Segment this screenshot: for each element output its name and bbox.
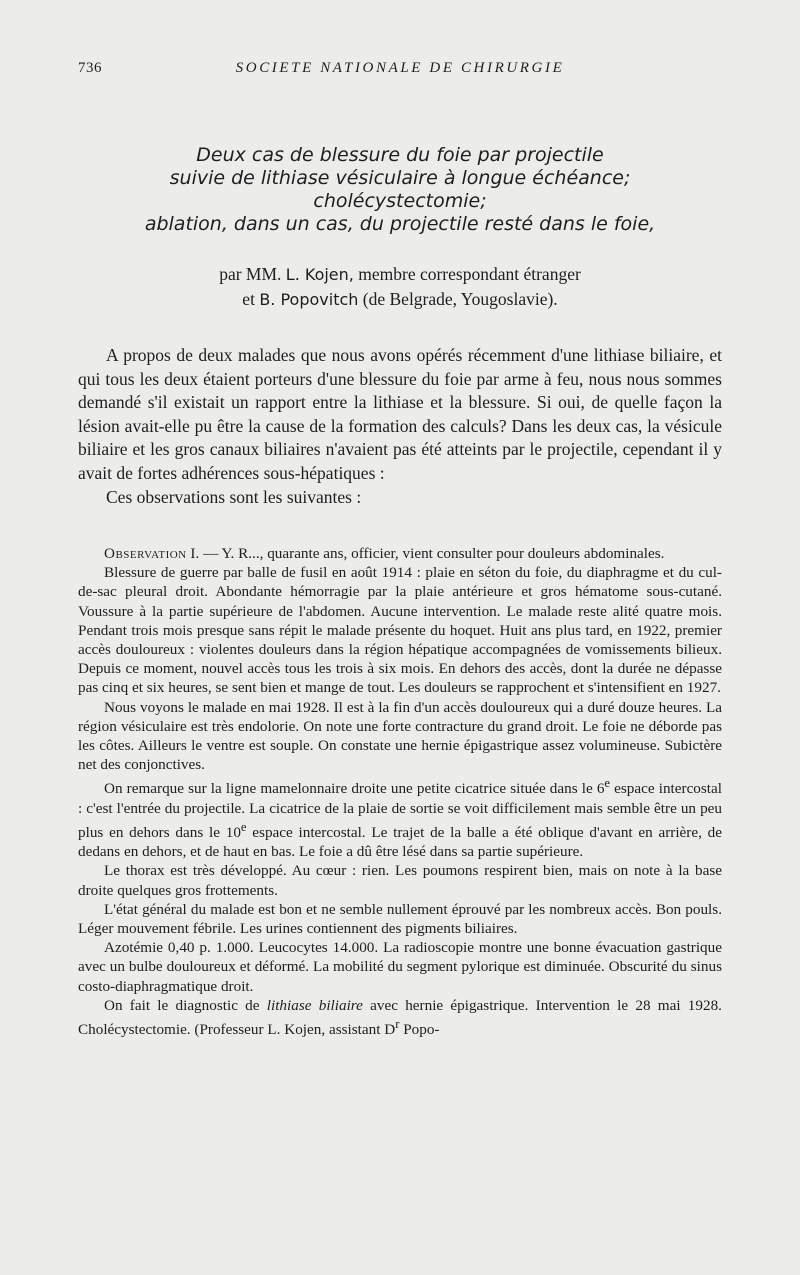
title-line: ablation, dans un cas, du projectile resté dans le foie, [144, 213, 656, 235]
article-title [100, 144, 700, 236]
page-number: 736 [78, 60, 102, 76]
byline-conjunction: et [242, 289, 255, 309]
text-run: espace intercostal : c'est l'entrée du projectile. La cicatrice de la plaie de sortie se voit difficilement mais semble être un peu plus en dehors dans le 10 [78, 780, 722, 841]
italic-term: lithiase biliaire [266, 996, 363, 1014]
author-affiliation: membre correspondant étranger [358, 264, 581, 284]
observation-paragraph: Nous voyons le malade en mai 1928. Il est à la fin d'un accès douloureux qui a duré douze heures. La région vésiculaire est très endolorie. On note une forte contracture du grand droit. Le foie ne déborde pas les côtes. Ailleurs le ventre est souple. On constate une hernie épigastrique assez volumineuse. Subictère net des conjonctives. [78, 698, 722, 774]
author-byline [100, 262, 700, 312]
journal-title: SOCIETE NATIONALE DE CHIRURGIE [235, 60, 565, 76]
byline-prefix: par MM. [219, 264, 282, 284]
observation-paragraph: Le thorax est très développé. Au cœur : rien. Les poumons respirent bien, mais on note à la base droite quelques gros frottements. [78, 862, 722, 899]
observation-label: Observation [104, 545, 187, 562]
text-run: espace intercostal. Le trajet de la balle a été oblique d'avant en arrière, de dedans en dehors, et de haut en bas. Le foie a dû être lésé dans sa partie supérieure. [78, 823, 722, 861]
running-header [78, 60, 722, 77]
author-name: L. Kojen, [285, 265, 354, 284]
superscript: e [604, 776, 611, 791]
title-line: Deux cas de blessure du foie par projectile [196, 144, 604, 166]
observation-text: I. — Y. R..., quarante ans, officier, vient consulter pour douleurs abdominales. [186, 545, 665, 562]
observation-paragraph: L'état général du malade est bon et ne semble nullement éprouvé par les nombreux accès. Bon pouls. Léger mouvement fébrile. Les urines contiennent des pigments biliaires. [78, 900, 722, 937]
author-line [100, 287, 700, 312]
observation-heading-paragraph [78, 544, 722, 563]
superscript: r [395, 1017, 400, 1031]
observation-section [78, 544, 722, 1039]
title-line: suivie de lithiase vésiculaire à longue échéance; [169, 167, 631, 189]
introduction [78, 344, 722, 509]
text-run: Popo- [399, 1021, 440, 1039]
author-affiliation: (de Belgrade, Yougoslavie). [362, 289, 558, 309]
text-run: avec hernie épigastrique. Intervention le 28 mai 1928. Cholécystectomie. (Professeur L. Kojen, assistant D [78, 996, 722, 1039]
observation-paragraph [78, 996, 722, 1039]
observation-paragraph: Azotémie 0,40 p. 1.000. Leucocytes 14.000. La radioscopie montre une bonne évacuation gastrique avec un bulbe douloureux et déformé. La mobilité du segment pylorique est diminuée. Obscurité du sinus costo-diaphragmatique droit. [78, 939, 722, 995]
author-name: B. Popovitch [259, 290, 359, 309]
intro-paragraph: A propos de deux malades que nous avons opérés récemment d'une lithiase biliaire, et qui tous les deux étaient porteurs d'une blessure du foie par arme à feu, nous nous sommes demandé s'il existait un rapport entre la lithiase et la blessure. Si oui, de quelle façon la lésion avait-elle pu être la cause de la formation des calculs? Dans les deux cas, la vésicule biliaire et les gros canaux biliaires n'avaient pas été atteints par le projectile, cependant il y avait de fortes adhérences sous-hépatiques : [78, 345, 722, 483]
author-line [100, 262, 700, 287]
observation-paragraph [78, 774, 722, 861]
text-run: On remarque sur la ligne mamelonnaire droite une petite cicatrice située dans le 6 [104, 780, 605, 798]
text-run: On fait le diagnostic de [104, 996, 267, 1014]
title-line: cholécystectomie; [313, 190, 487, 212]
intro-paragraph: Ces observations sont les suivantes : [106, 486, 362, 507]
superscript: e [240, 819, 247, 834]
observation-paragraph: Blessure de guerre par balle de fusil en août 1914 : plaie en séton du foie, du diaphragme et du cul-de-sac pleural droit. Abondante hémorragie par la plaie antérieure et gros hématome sous-cutané. Voussure à la partie supérieure de l'abdomen. Aucune intervention. Le malade reste alité quatre mois. Pendant trois mois presque sans répit le malade présente du hoquet. Huit ans plus tard, en 1922, premier accès douloureux : violentes douleurs dans la région hépatique accompagnées de vomissements bilieux. Depuis ce moment, nouvel accès tous les trois à six mois. En dehors des accès, dont la durée ne dépasse pas cinq et six heures, se sent bien et mange de tout. Les douleurs se rapprochent et s'intensifient en 1927. [78, 564, 722, 697]
